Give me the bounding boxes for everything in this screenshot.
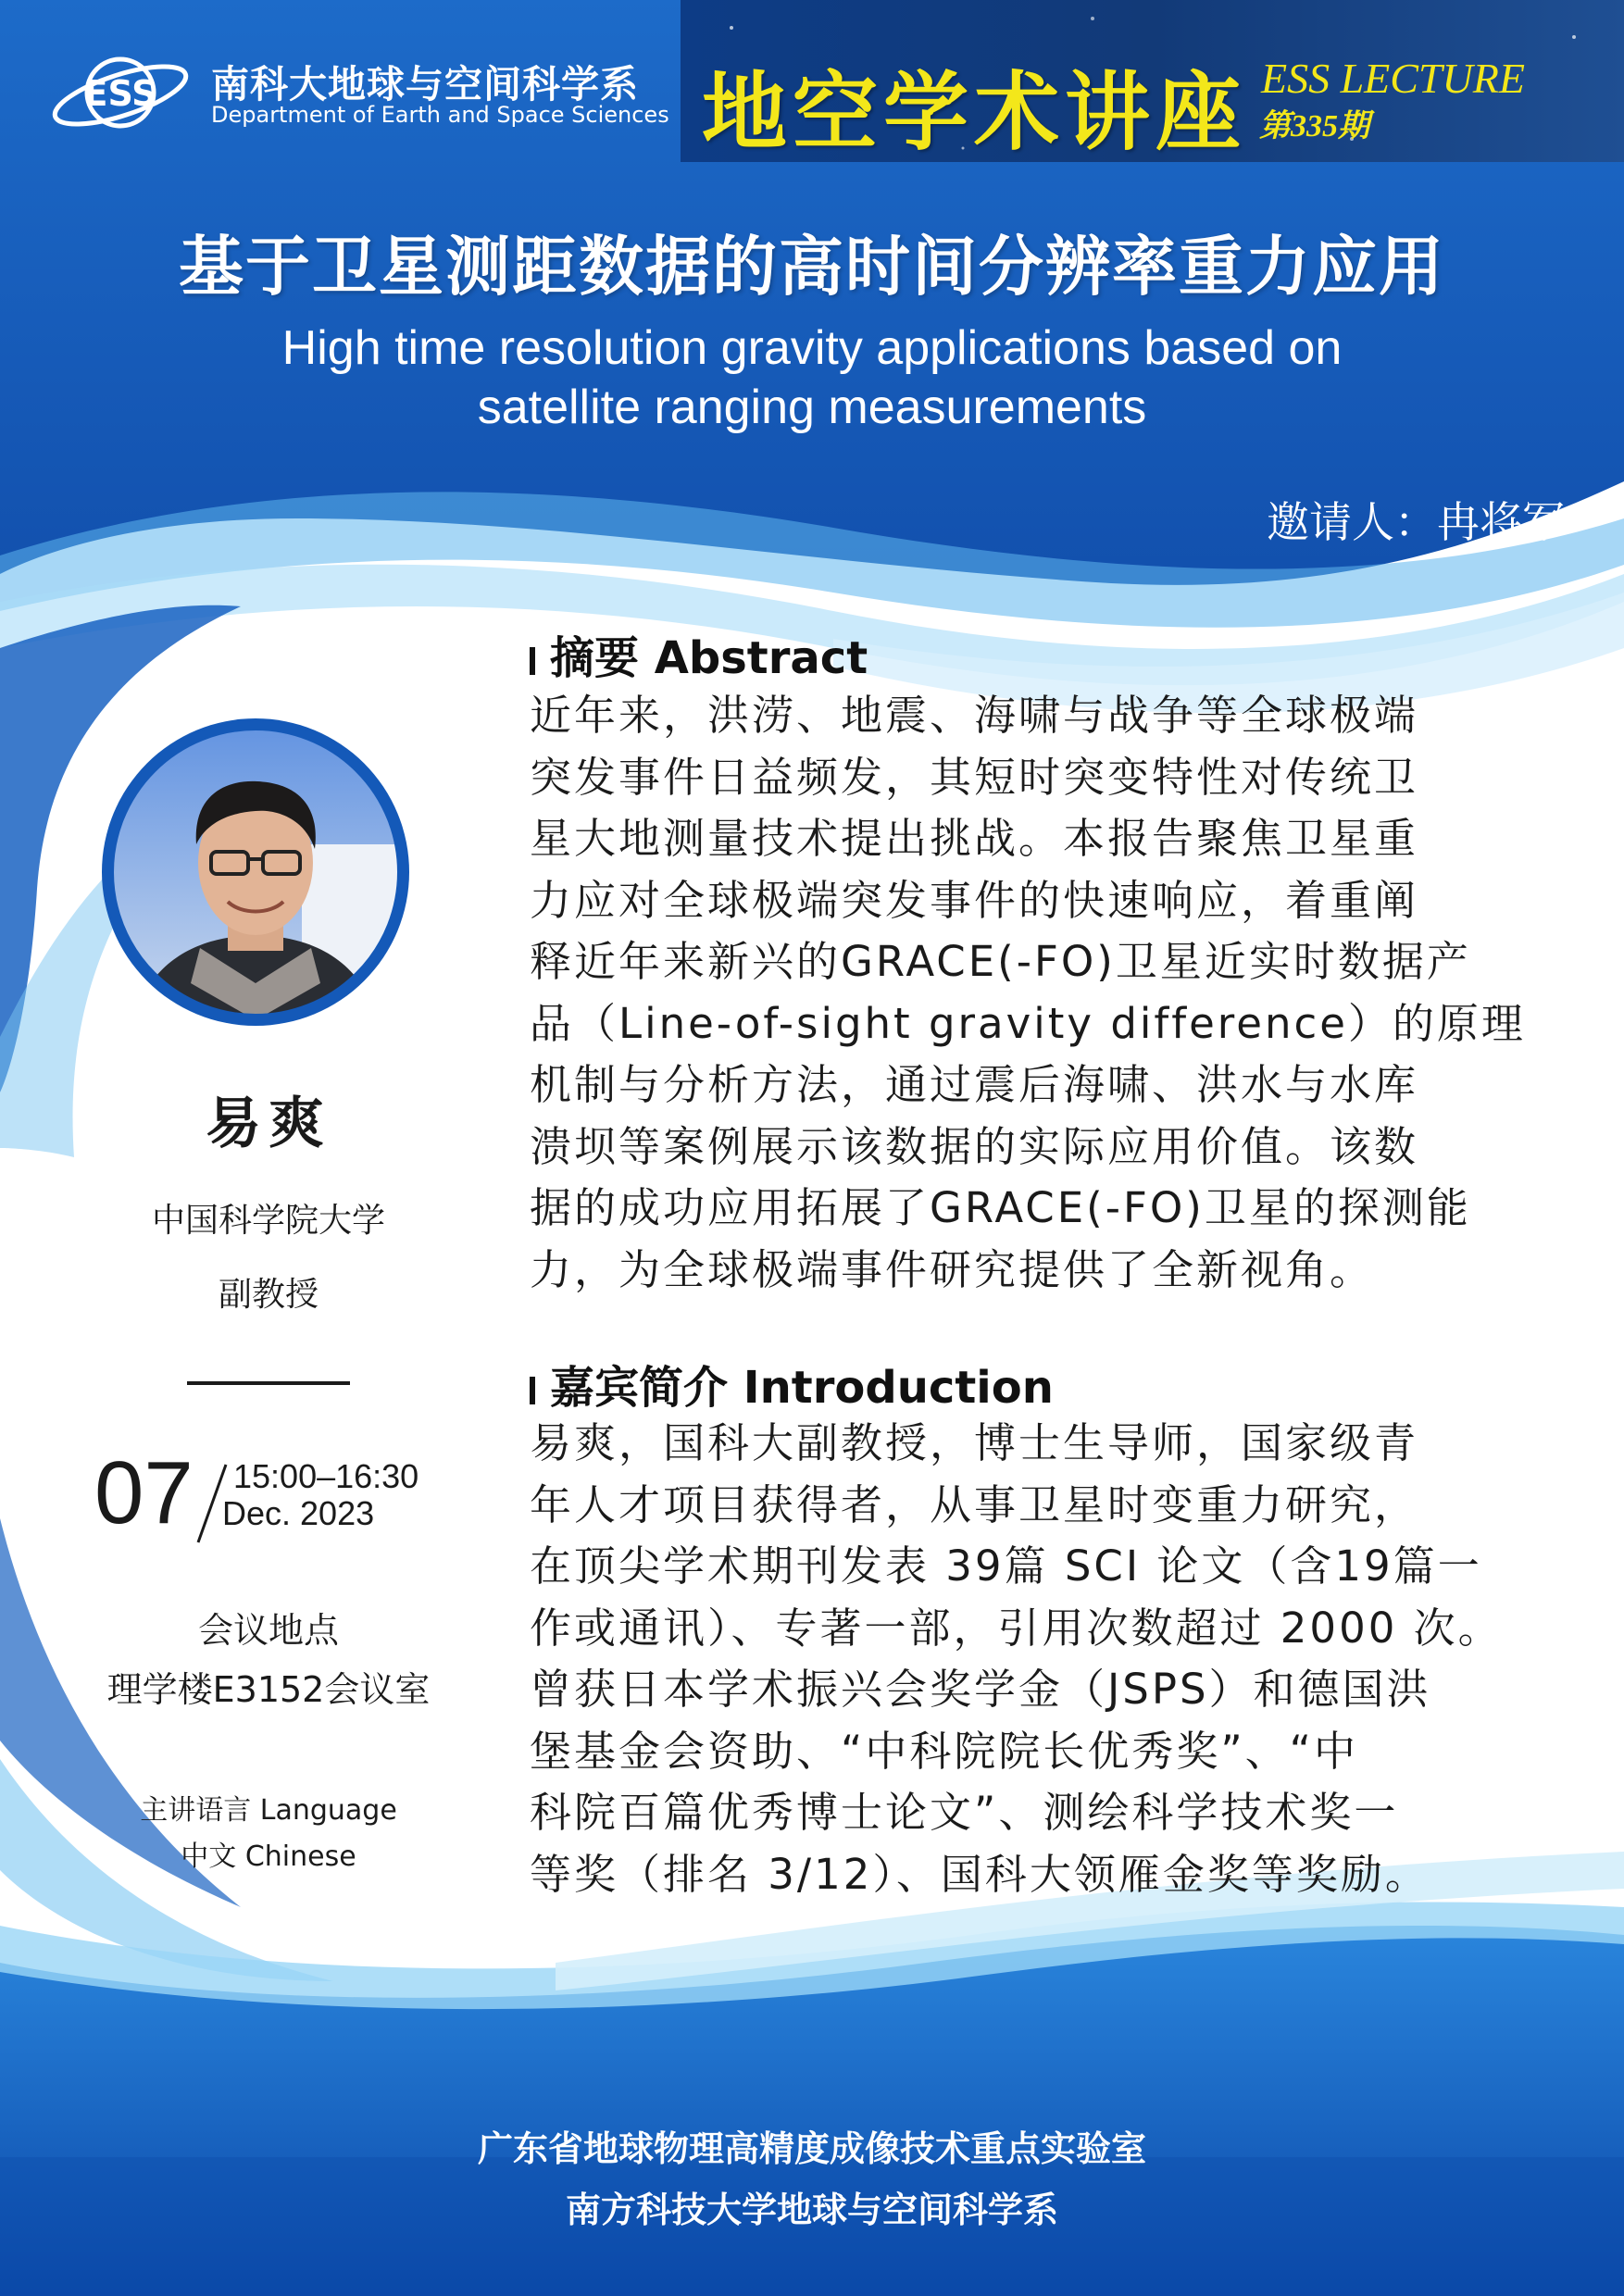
- ess-logo: [46, 44, 194, 142]
- introduction-heading-text: 嘉宾简介 Introduction: [550, 1362, 1054, 1414]
- abstract-body: [530, 685, 1548, 1301]
- talk-title-cn: 基于卫星测距数据的高时间分辨率重力应用: [179, 229, 1445, 305]
- abstract-line: 近年来，洪涝、地震、海啸与战争等全球极端: [530, 691, 1419, 740]
- abstract-line: 据的成功应用拓展了GRACE(-FO)卫星的探测能: [530, 1183, 1471, 1232]
- abstract-line: 星大地测量技术提出挑战。本报告聚焦卫星重: [530, 814, 1419, 863]
- lecture-series-title-en: ESS LECTURE: [1261, 55, 1525, 102]
- abstract-line: 溃坝等案例展示该数据的实际应用价值。该数: [530, 1121, 1419, 1171]
- venue: 理学楼E3152会议室: [106, 1669, 431, 1710]
- department-name-cn: 南科大地球与空间科学系: [211, 62, 639, 106]
- introduction-line: 科院百篇优秀博士论文”、测绘科学技术奖一: [530, 1788, 1399, 1837]
- talk-title-en-line1: High time resolution gravity applications based on: [281, 321, 1343, 375]
- abstract-line: 力应对全球极端突发事件的快速响应，着重阐: [530, 875, 1419, 925]
- heading-bar: [530, 1377, 535, 1404]
- event-month-year: Dec. 2023: [222, 1494, 375, 1532]
- svg-text:ESS: ESS: [83, 73, 157, 114]
- divider: [187, 1381, 350, 1385]
- introduction-line: 易爽，国科大副教授，博士生导师，国家级青: [530, 1418, 1419, 1467]
- department-name-en: Department of Earth and Space Sciences: [211, 102, 669, 128]
- introduction-line: 曾获日本学术振兴会奖学金（JSPS）和德国洪: [530, 1665, 1431, 1714]
- event-day: 07: [94, 1443, 194, 1542]
- language-label: 主讲语言 Language: [140, 1794, 397, 1827]
- introduction-line: 在顶尖学术期刊发表 39篇 SCI 论文（含19篇一: [530, 1541, 1482, 1591]
- abstract-line: 品（Line-of-sight gravity difference）的原理: [530, 998, 1526, 1048]
- speaker-affiliation: 中国科学院大学: [151, 1202, 385, 1240]
- abstract-heading: [530, 622, 868, 686]
- introduction-heading: [530, 1352, 1054, 1416]
- abstract-line: 机制与分析方法，通过震后海啸、洪水与水库: [530, 1060, 1419, 1109]
- abstract-line: 释近年来新兴的GRACE(-FO)卫星近实时数据产: [530, 937, 1471, 986]
- introduction-line: 等奖（排名 3/12）、国科大领雁金奖等奖励。: [530, 1849, 1430, 1899]
- language: 中文 Chinese: [181, 1841, 356, 1873]
- abstract-line: 力，为全球极端事件研究提供了全新视角。: [530, 1244, 1375, 1294]
- speaker-photo: [89, 705, 422, 1039]
- inviter: 邀请人：冉将军: [1267, 497, 1565, 547]
- abstract-line: 突发事件日益频发，其短时突变特性对传统卫: [530, 752, 1419, 802]
- introduction-body: [530, 1413, 1548, 1905]
- footer-department-name: 南方科技大学地球与空间科学系: [565, 2190, 1058, 2230]
- issue-number: 第335期: [1259, 109, 1369, 144]
- speaker-name: 易爽: [206, 1092, 331, 1156]
- abstract-heading-text: 摘要 Abstract: [550, 632, 868, 684]
- introduction-line: 年人才项目获得者，从事卫星时变重力研究，: [530, 1479, 1419, 1529]
- introduction-line: 堡基金会资助、“中科院院长优秀奖”、“中: [530, 1726, 1358, 1776]
- talk-title-en: [0, 318, 1624, 437]
- footer-lab-name: 广东省地球物理高精度成像技术重点实验室: [477, 2128, 1146, 2169]
- heading-bar: [530, 647, 535, 675]
- venue-label: 会议地点: [197, 1610, 339, 1651]
- lecture-series-title-cn: 地空学术讲座: [702, 62, 1247, 162]
- introduction-line: 作或通讯）、专著一部，引用次数超过 2000 次。: [530, 1603, 1503, 1653]
- talk-title-en-line2: satellite ranging measurements: [477, 381, 1147, 434]
- event-time: 15:00–16:30: [233, 1457, 419, 1495]
- speaker-position: 副教授: [218, 1276, 319, 1314]
